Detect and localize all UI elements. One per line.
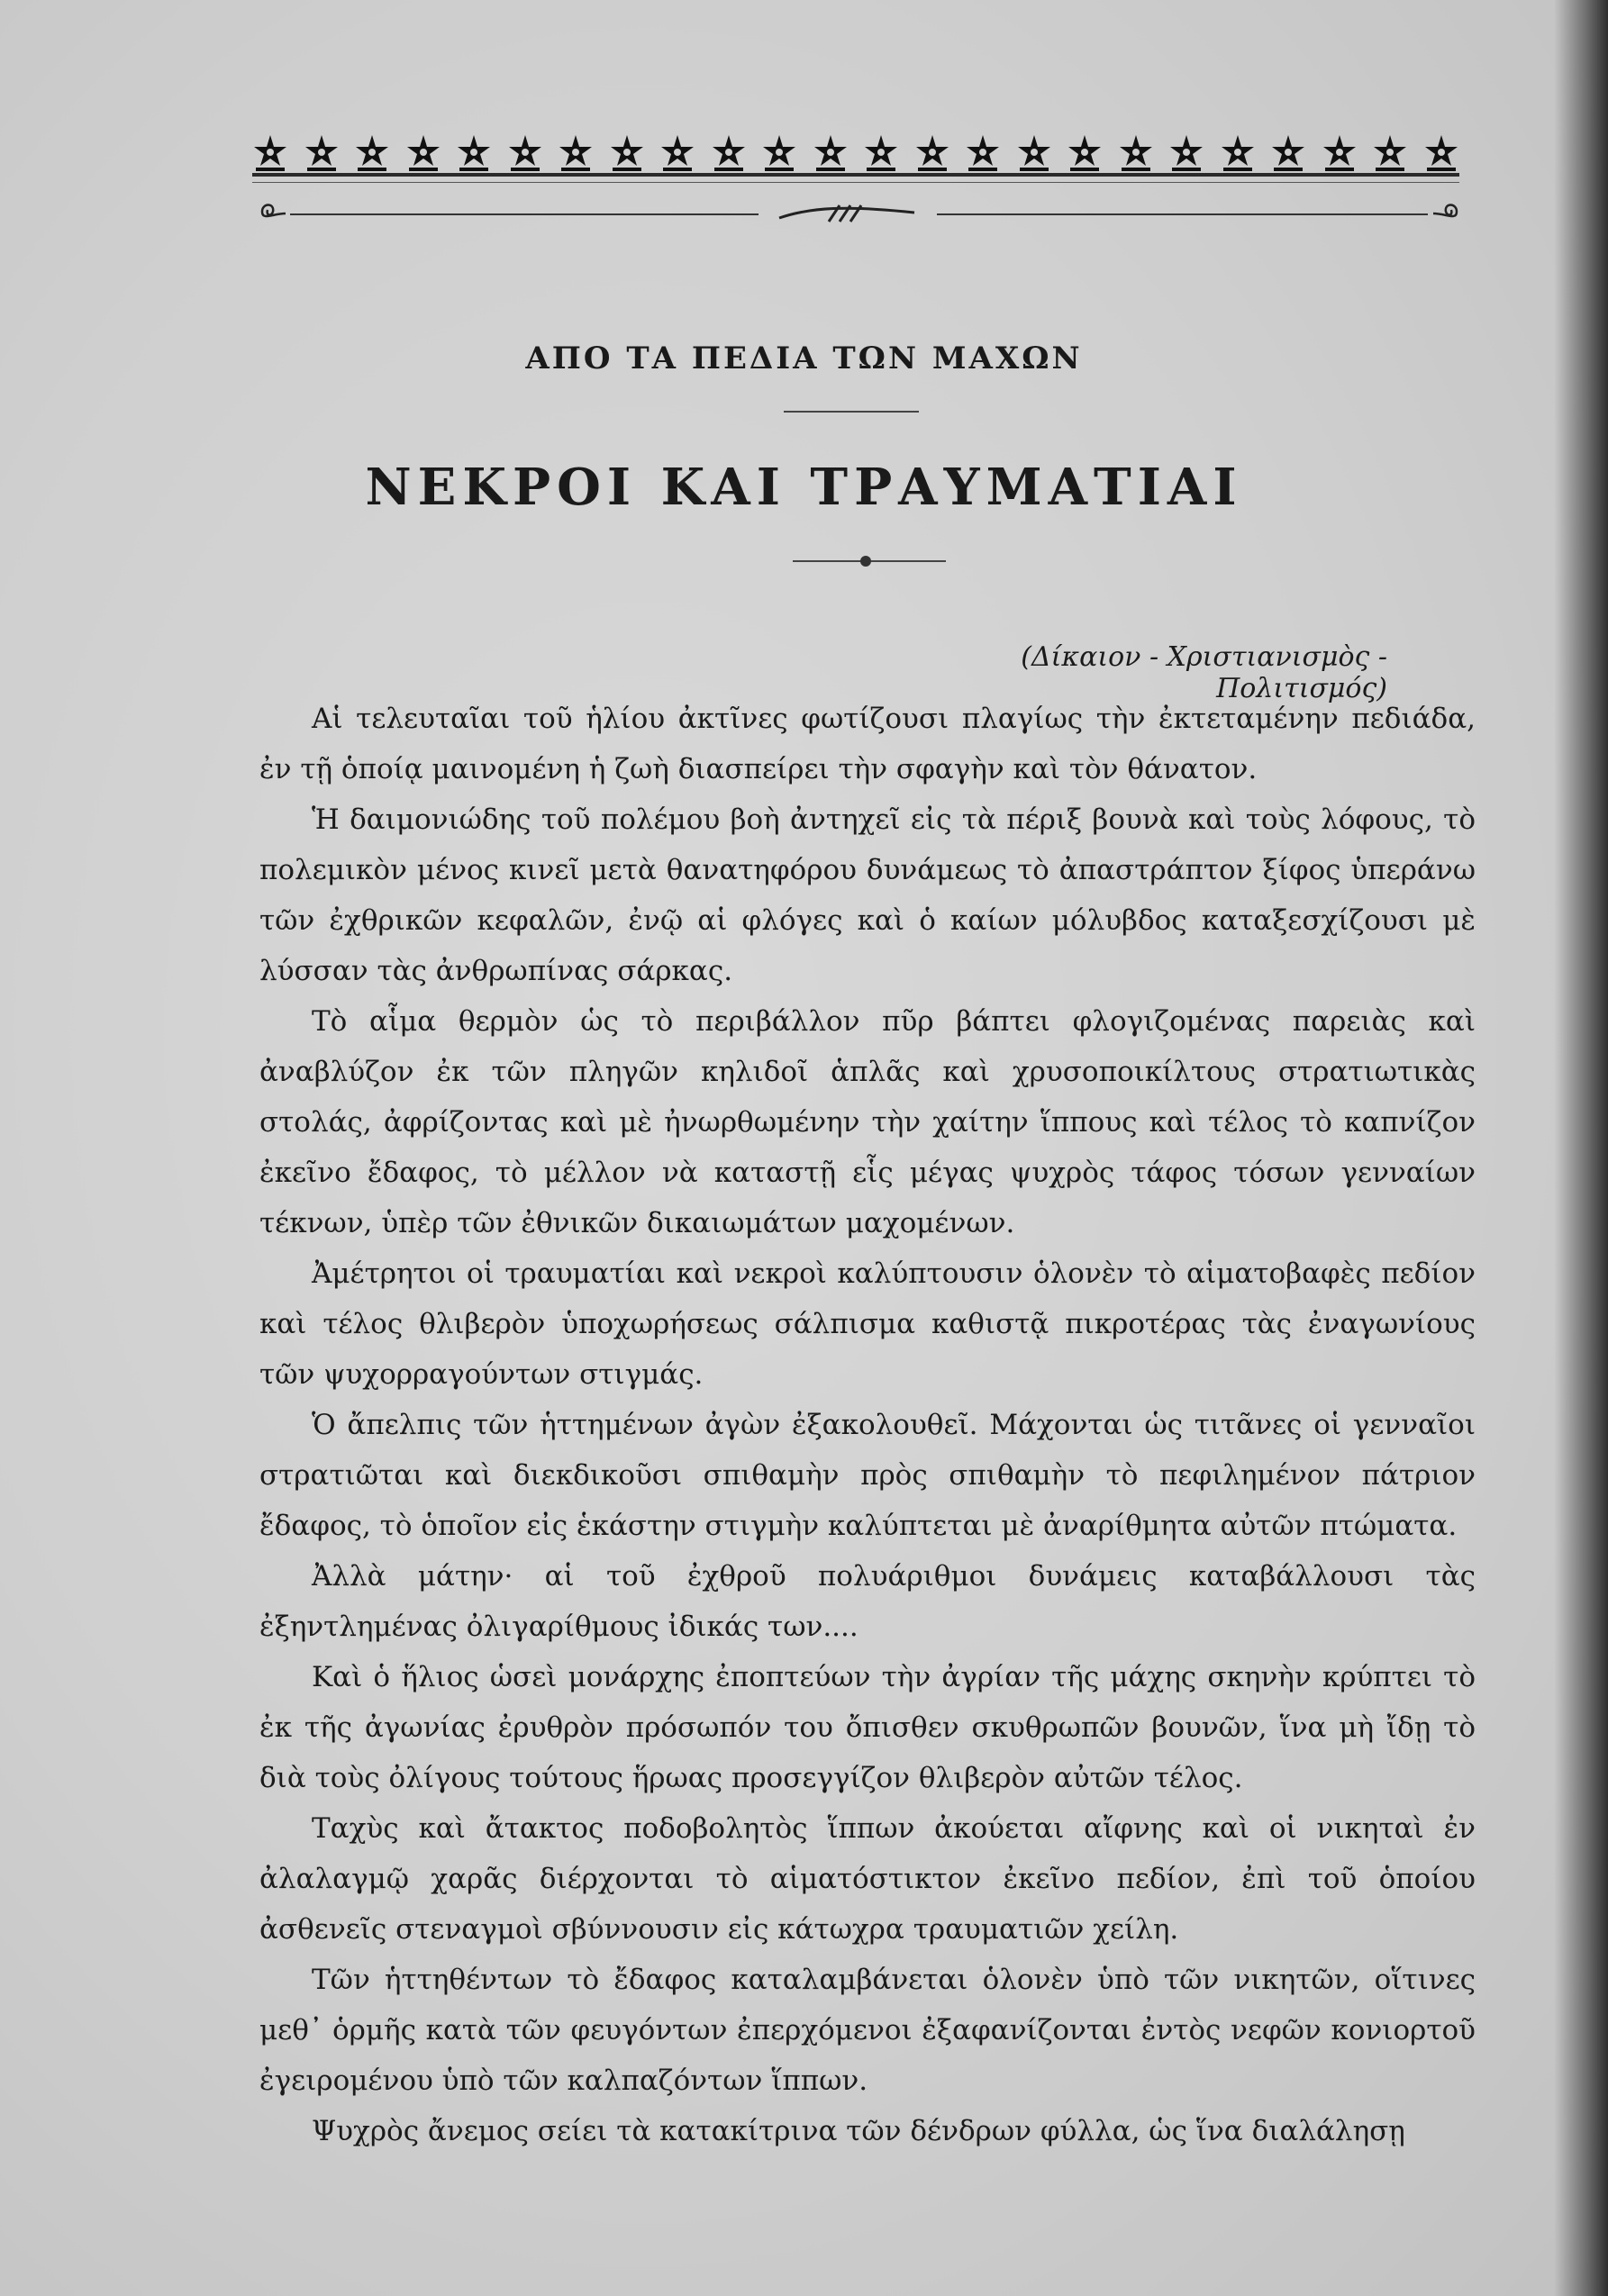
star-ornament-icon — [1423, 133, 1459, 173]
paragraph: Ἀμέτρητοι οἱ τραυματίαι καὶ νεκροὶ καλύπτουσιν ὁλονὲν τὸ αἱματοβαφὲς πεδίον καὶ τέλος θλιβερὸν ὑποχωρήσεως σάλπισμα καθιστᾷ πικροτέρας τὰς ἐναγωνίους τῶν ψυχορραγούντων στιγμάς. — [259, 1257, 1476, 1391]
star-ornament-icon — [1067, 133, 1103, 173]
star-ornament-icon — [304, 133, 340, 173]
star-ornament-icon — [965, 133, 1001, 173]
paragraph: Τὸ αἷμα θερμὸν ὡς τὸ περιβάλλον πῦρ βάπτει φλογιζομένας παρειὰς καὶ ἀναβλύζον ἐκ τῶν πληγῶν κηλιδοῖ ἁπλᾶς καὶ χρυσοποικίλτους στρατιωτικὰς στολάς, ἀφρίζοντας καὶ μὲ ἠνωρθωμένην τὴν χαίτην ἵππους καὶ τέλος τὸ καπνίζον ἐκεῖνο ἔδαφος, τὸ μέλλον νὰ καταστῇ εἷς μέγας ψυχρὸς τάφος τόσων γενναίων τέκνων, ὑπὲρ τῶν ἐθνικῶν δικαιωμάτων μαχομένων. — [259, 1005, 1476, 1239]
star-ornament-icon — [1168, 133, 1204, 173]
title-divider — [784, 411, 919, 413]
ornament-rule-thick — [252, 173, 1459, 177]
star-ornament-icon — [659, 133, 695, 173]
star-ornament-icon — [456, 133, 492, 173]
article-body — [259, 694, 1476, 2156]
star-ornament-icon — [405, 133, 441, 173]
ornament-border-top — [252, 126, 1459, 180]
ornament-rule-thin — [252, 182, 1459, 183]
star-ornament-icon — [711, 133, 747, 173]
paragraph: Ψυχρὸς ἄνεμος σείει τὰ κατακίτρινα τῶν δένδρων φύλλα, ὡς ἵνα διαλάλησῃ — [312, 2115, 1405, 2147]
star-ornament-icon — [507, 133, 543, 173]
ornament-line-left — [290, 213, 759, 215]
paragraph: Ὁ ἄπελπις τῶν ἡττημένων ἀγὼν ἐξακολουθεῖ. Μάχονται ὡς τιτᾶνες οἱ γενναῖοι στρατιῶται καὶ διεκδικοῦσι σπιθαμὴν πρὸς σπιθαμὴν τὸ πεφιλημένον πάτριον ἔδαφος, τὸ ὁποῖον εἰς ἑκάστην στιγμὴν καλύπτεται μὲ ἀναρίθμητα αὐτῶν πτώματα. — [259, 1409, 1476, 1542]
star-ornament-icon — [914, 133, 950, 173]
supertitle: ΑΠΟ ΤΑ ΠΕΔΙΑ ΤΩΝ ΜΑΧΩΝ — [525, 340, 1083, 377]
paragraph: Ἡ δαιμονιώδης τοῦ πολέμου βοὴ ἀντηχεῖ εἰς τὰ πέριξ βουνὰ καὶ τοὺς λόφους, τὸ πολεμικὸν μένος κινεῖ μετὰ θανατηφόρου δυνάμεως τὸ ἀπαστράπτον ξίφος ὑπεράνω τῶν ἐχθρικῶν κεφαλῶν, ἐνῷ αἱ φλόγες καὶ ὁ καίων μόλυβδος καταξεσχίζουσι μὲ λύσσαν τὰς ἀνθρωπίνας σάρκας. — [259, 803, 1476, 987]
star-ornament-icon — [761, 133, 797, 173]
subtitle-epigraph: (Δίκαιον - Χριστιανισμὸς - Πολιτισμός) — [1021, 641, 1387, 704]
paragraph: Τῶν ἡττηθέντων τὸ ἔδαφος καταλαμβάνεται ὁλονὲν ὑπὸ τῶν νικητῶν, οἵτινες μεθ᾽ ὁρμῆς κατὰ τῶν φευγόντων ἐπερχόμενοι ἐξαφανίζονται ἐντὸς νεφῶν κονιορτοῦ ἐγειρομένου ὑπὸ τῶν καλπαζόντων ἵππων. — [259, 1964, 1476, 2097]
paragraph: Αἱ τελευταῖαι τοῦ ἡλίου ἀκτῖνες φωτίζουσι πλαγίως τὴν ἐκτεταμένην πεδιάδα, ἐν τῇ ὁποίᾳ μαινομένη ἡ ζωὴ διασπείρει τὴν σφαγὴν καὶ τὸν θάνατον. — [259, 703, 1476, 785]
center-flourish-icon — [775, 200, 919, 227]
star-ornament-icon — [1118, 133, 1154, 173]
star-ornament-icon — [609, 133, 645, 173]
star-ornament-icon — [813, 133, 849, 173]
page-edge-shadow — [1554, 0, 1608, 2296]
star-ornament-icon — [863, 133, 899, 173]
paragraph: Καὶ ὁ ἥλιος ὡσεὶ μονάρχης ἐποπτεύων τὴν ἀγρίαν τῆς μάχης σκηνὴν κρύπτει τὸ ἐκ τῆς ἀγωνίας ἐρυθρὸν πρόσωπόν του ὄπισθεν σκυθρωπῶν βουνῶν, ἵνα μὴ ἴδῃ τὸ διὰ τοὺς ὀλίγους τούτους ἥρωας προσεγγίζον θλιβερὸν αὐτῶν τέλος. — [259, 1661, 1476, 1794]
paragraph: Ἀλλὰ μάτην· αἱ τοῦ ἐχθροῦ πολυάριθμοι δυνάμεις καταβάλλουσι τὰς ἐξηντλημένας ὀλιγαρίθμους ἰδικάς των.... — [259, 1560, 1476, 1643]
scroll-left-icon — [255, 194, 291, 230]
star-ornament-icon — [354, 133, 390, 173]
paragraph: Ταχὺς καὶ ἄτακτος ποδοβολητὸς ἵππων ἀκούεται αἴφνης καὶ οἱ νικηταὶ ἐν ἀλαλαγμῷ χαρᾶς διέρχονται τὸ αἱματόστικτον ἐκεῖνο πεδίον, ἐπὶ τοῦ ὁποίου ἀσθενεῖς στεναγμοὶ σβύννουσιν εἰς κάτωχρα τραυματιῶν χείλη. — [259, 1812, 1476, 1946]
page-title: ΝΕΚΡΟΙ ΚΑΙ ΤΡΑΥΜΑΤΙΑΙ — [365, 458, 1243, 517]
star-ornament-icon — [1016, 133, 1052, 173]
star-ornament-icon — [252, 133, 288, 173]
star-ornament-icon — [558, 133, 594, 173]
star-ornament-icon — [1270, 133, 1306, 173]
ornament-line-right — [937, 213, 1428, 215]
divider-dot-icon — [860, 556, 871, 567]
star-ornament-icon — [1220, 133, 1256, 173]
scroll-right-icon — [1428, 194, 1464, 230]
star-ornament-icon — [1372, 133, 1408, 173]
star-ornament-icon — [1322, 133, 1358, 173]
